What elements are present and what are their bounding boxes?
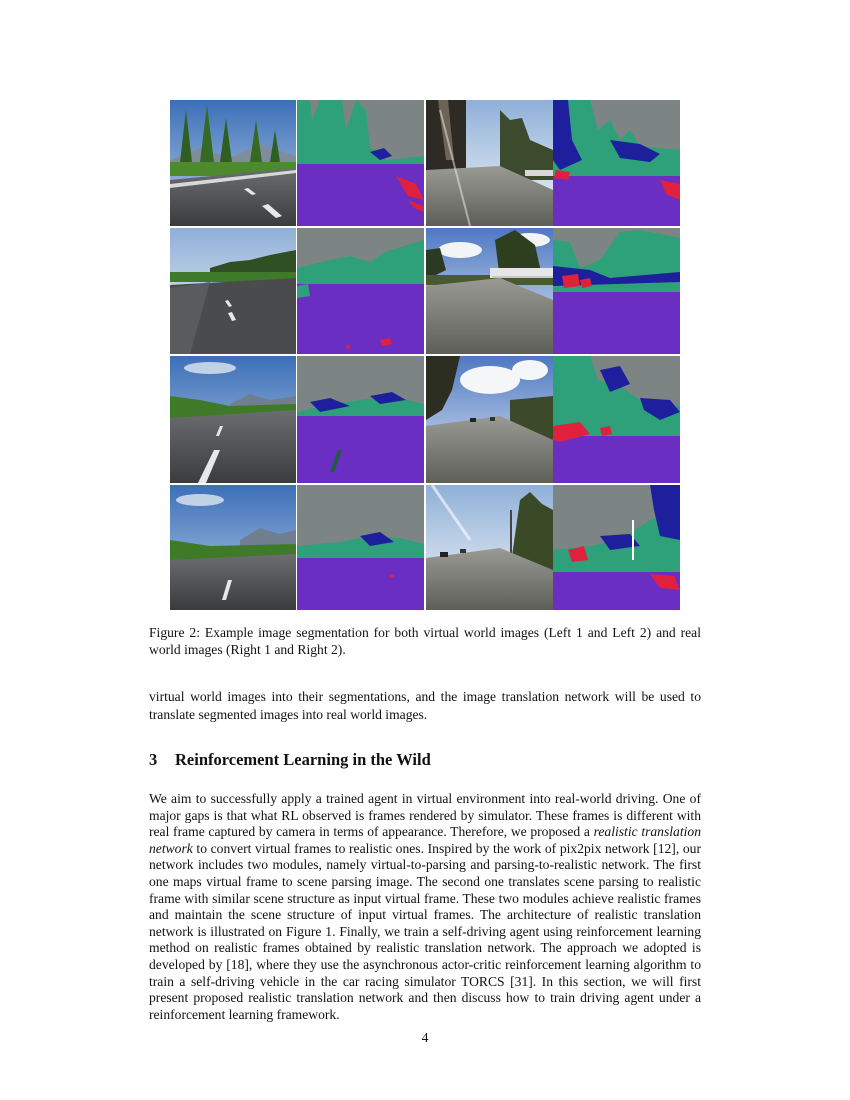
figure-caption: Figure 2: Example image segmentation for both virtual world images (Left 1 and Left 2) and real world images (Right 1 and Right 2).: [149, 625, 701, 657]
body-paragraph-2: [149, 791, 701, 1023]
row2-left1-virtual-image: [170, 228, 296, 354]
page-number: 4: [421, 1030, 429, 1045]
row1-right1-real-image: [426, 100, 553, 226]
body-paragraph-1: virtual world images into their segmentations, and the image translation network will be used to translate segmented images into real world images.: [149, 689, 701, 722]
figure-2-image-grid: [170, 100, 680, 610]
section-title: Reinforcement Learning in the Wild: [175, 750, 431, 769]
row3-left1-virtual-image: [170, 356, 296, 483]
row1-right2-segmentation: [553, 100, 680, 226]
para2-text-2: to convert virtual frames to realistic ones. Inspired by the work of pix2pix network [12], our network includes two modules, namely virtual-to-parsing and parsing-to-realistic network. The first one maps virtual frame to scene parsing image. The second one translates scene parsing to realistic frame with similar scene structure as input virtual frame. These two modules achieve realistic frames and maintain the scene structure of input virtual frames. The architecture of realistic translation network is illustrated on Figure 1. Finally, we train a self-driving agent using reinforcement learning method on realistic frames obtained by realistic translation network. The approach we adopted is developed by [18], where they use the asynchronous actor-critic reinforcement learning algorithm to train a self-driving vehicle in the car racing simulator TORCS [31]. In this section, we will first present proposed realistic translation network and then discuss how to train driving agent under a reinforcement learning framework.: [149, 840, 701, 1022]
row3-left2-segmentation: [297, 356, 424, 483]
para2-emphasis: realistic translation network: [149, 824, 701, 856]
row2-right2-segmentation: [553, 228, 680, 354]
para2-text-1: We aim to successfully apply a trained agent in virtual environment into real-world driving. One of major gaps is that what RL observed is frames rendered by simulator. These frames is different with real frame captured by camera in terms of appearance. Therefore, we proposed a: [149, 791, 701, 840]
row3-right1-real-image: [426, 356, 553, 483]
row2-right1-real-image: [426, 228, 553, 354]
row4-left1-virtual-image: [170, 485, 296, 610]
section-heading: [149, 750, 701, 770]
row1-left1-virtual-image: [170, 100, 296, 226]
row3-right2-segmentation: [553, 356, 680, 483]
row4-right2-segmentation: [553, 485, 680, 610]
row4-left2-segmentation: [297, 485, 424, 610]
section-number: 3: [149, 750, 158, 769]
row1-left2-segmentation: [297, 100, 424, 226]
row2-left2-segmentation: [297, 228, 424, 354]
row4-right1-real-image: [426, 485, 553, 610]
